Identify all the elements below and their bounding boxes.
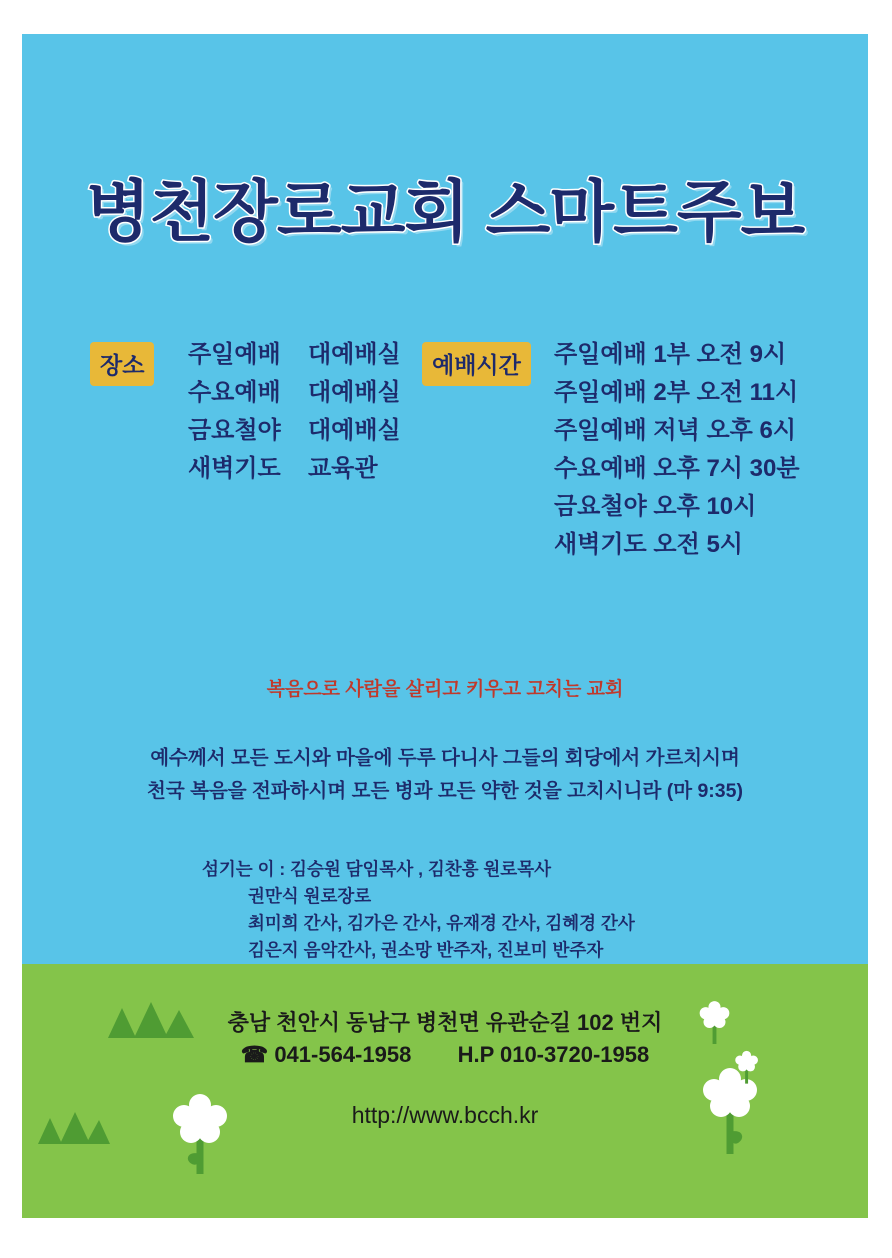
time-badge: 예배시간	[422, 342, 531, 386]
footer-address: 충남 천안시 동남구 병천면 유관순길 102 번지	[227, 1010, 663, 1035]
place-room-name: 대예배실	[308, 379, 401, 406]
place-room-names	[308, 336, 401, 488]
place-badge: 장소	[90, 342, 154, 386]
mountain-icon	[38, 1112, 110, 1144]
scripture-line-2: 천국 복음을 전파하시며 모든 병과 모든 약한 것을 고치시니라 (마 9:35)	[147, 780, 743, 802]
place-room-name: 대예배실	[308, 341, 401, 368]
mountain-icon	[108, 1002, 194, 1038]
flower-icon	[734, 1050, 759, 1086]
scripture-verse	[22, 742, 868, 808]
scripture-line-1: 예수께서 모든 도시와 마을에 두루 다니사 그들의 회당에서 가르치시며	[150, 747, 740, 769]
place-service-name: 금요철야	[188, 417, 281, 444]
service-time-item: 주일예배 2부 오전 11시	[554, 379, 799, 406]
service-time-item: 주일예배 1부 오전 9시	[554, 341, 787, 368]
church-slogan: 복음으로 사람을 살리고 키우고 고치는 교회	[266, 679, 624, 700]
staff-line-elder: 권만식 원로장로	[248, 886, 372, 906]
footer-mobile-number: H.P 010-3720-1958	[457, 1042, 650, 1067]
flower-icon	[698, 1000, 731, 1047]
footer-website-url[interactable]: http://www.bcch.kr	[351, 1102, 539, 1128]
service-info-block	[70, 324, 830, 624]
church-bulletin-poster	[22, 34, 868, 1218]
service-time-item: 수요예배 오후 7시 30분	[554, 455, 800, 482]
place-room-name: 교육관	[308, 455, 378, 482]
footer-phone-number: 041-564-1958	[274, 1042, 412, 1067]
telephone-icon: ☎	[240, 1042, 269, 1067]
service-times-list	[554, 336, 800, 564]
flower-icon	[170, 1092, 230, 1178]
page-title: 병천장로교회 스마트주보	[85, 175, 805, 250]
place-service-name: 새벽기도	[188, 455, 281, 482]
service-time-item: 주일예배 저녁 오후 6시	[554, 417, 797, 444]
service-time-item: 금요철야 오후 10시	[554, 493, 757, 520]
staff-line-pastors: 섬기는 이 : 김승원 담임목사 , 김찬흥 원로목사	[202, 859, 552, 879]
place-service-name: 주일예배	[188, 341, 281, 368]
service-time-item: 새벽기도 오전 5시	[554, 531, 743, 558]
staff-line-music: 김은지 음악간사, 권소망 반주자, 진보미 반주자	[248, 940, 604, 960]
staff-list	[202, 856, 762, 964]
place-room-name: 대예배실	[308, 417, 401, 444]
staff-line-assistants: 최미희 간사, 김가은 간사, 유재경 간사, 김혜경 간사	[248, 913, 635, 933]
place-service-names	[188, 336, 281, 488]
place-service-name: 수요예배	[188, 379, 281, 406]
